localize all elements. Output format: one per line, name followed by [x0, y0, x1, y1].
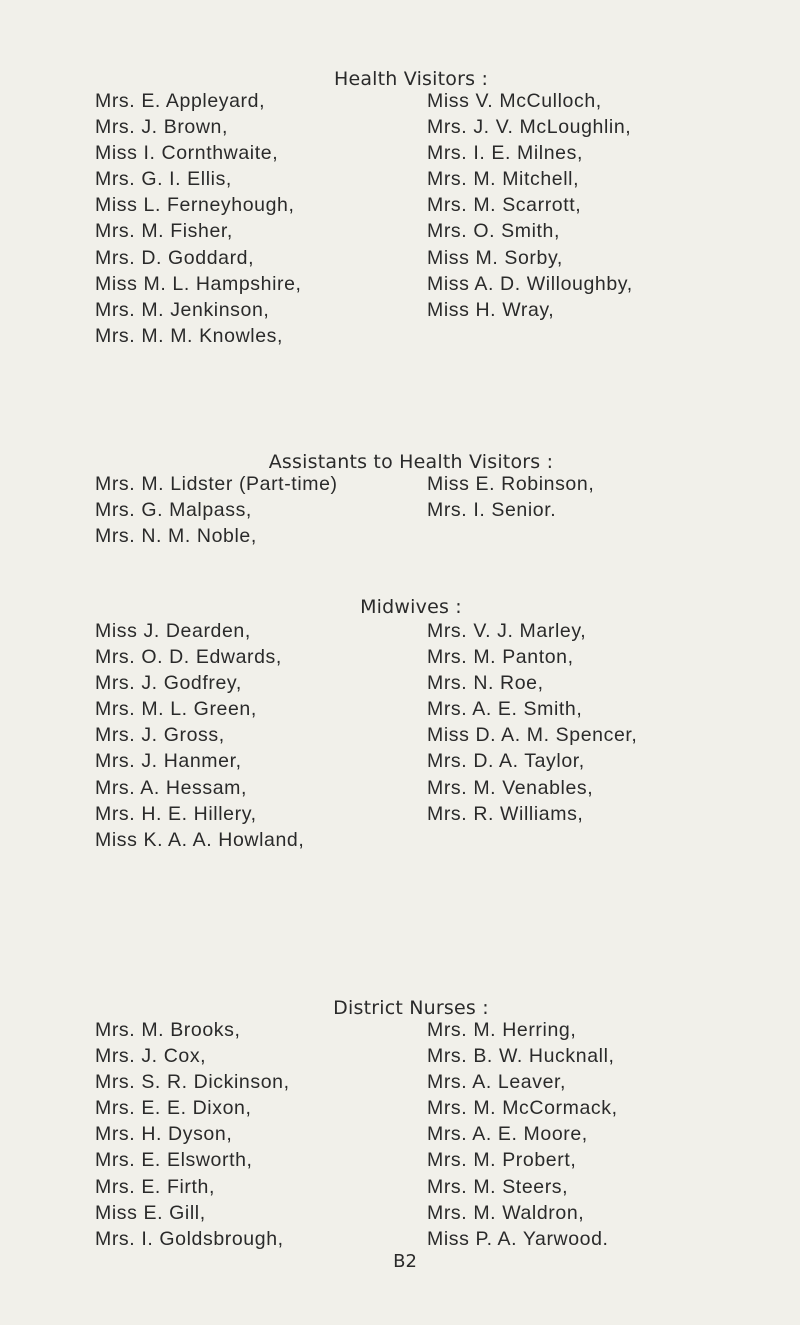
name-list-left — [95, 88, 302, 349]
staff-name: Mrs. I. Goldsbrough, — [95, 1227, 284, 1250]
section-heading: Assistants to Health Visitors : — [268, 451, 554, 473]
staff-name: Mrs. M. M. Knowles, — [95, 324, 284, 347]
staff-name: Mrs. G. Malpass, — [95, 499, 252, 522]
name-list-left — [95, 471, 338, 549]
staff-name: Mrs. J. Godfrey, — [95, 672, 242, 695]
staff-name: Mrs. M. Steers, — [427, 1175, 569, 1198]
staff-name: Mrs. M. Waldron, — [427, 1201, 585, 1224]
staff-name: Mrs. O. D. Edwards, — [95, 646, 282, 669]
staff-name: Mrs. D. A. Taylor, — [427, 750, 585, 773]
section-heading: District Nurses : — [333, 997, 489, 1019]
staff-name: Miss P. A. Yarwood. — [427, 1227, 609, 1250]
staff-name: Mrs. H. Dyson, — [95, 1123, 233, 1146]
staff-name: Mrs. J. Brown, — [95, 116, 228, 139]
staff-name: Mrs. J. Cox, — [95, 1045, 207, 1068]
staff-name: Mrs. S. R. Dickinson, — [95, 1071, 290, 1094]
staff-name: Mrs. G. I. Ellis, — [95, 168, 232, 191]
staff-name: Mrs. M. Herring, — [427, 1019, 577, 1041]
staff-name: Mrs. M. Venables, — [427, 776, 594, 799]
staff-name: Mrs. J. Hanmer, — [95, 750, 242, 773]
staff-name: Mrs. E. E. Dixon, — [95, 1097, 252, 1120]
staff-name: Mrs. A. Hessam, — [95, 776, 248, 799]
staff-name: Mrs. M. Mitchell, — [427, 168, 580, 191]
staff-name: Mrs. M. L. Green, — [95, 698, 257, 721]
section-heading: Midwives : — [360, 596, 462, 618]
staff-name: Mrs. N. M. Noble, — [95, 525, 257, 548]
staff-name: Miss M. L. Hampshire, — [95, 272, 302, 295]
staff-name: Mrs. E. Elsworth, — [95, 1149, 253, 1172]
staff-name: Mrs. M. Fisher, — [95, 220, 233, 243]
staff-name: Mrs. M. Lidster (Part-time) — [95, 473, 338, 495]
staff-name: Miss D. A. M. Spencer, — [427, 724, 638, 747]
staff-name: Miss J. Dearden, — [95, 620, 251, 642]
name-list-right — [427, 88, 633, 323]
staff-name: Mrs. A. E. Moore, — [427, 1123, 588, 1146]
section-heading: Health Visitors : — [333, 68, 489, 90]
name-list-left — [95, 1017, 290, 1252]
staff-name: Mrs. O. Smith, — [427, 220, 560, 243]
staff-name: Mrs. M. Jenkinson, — [95, 298, 270, 321]
staff-name: Mrs. I. Senior. — [427, 499, 557, 522]
staff-name: Mrs. I. E. Milnes, — [427, 142, 583, 165]
staff-name: Mrs. M. Panton, — [427, 646, 574, 669]
staff-name: Mrs. R. Williams, — [427, 802, 584, 825]
staff-name: Miss V. McCulloch, — [427, 90, 602, 112]
page-number: B2 — [393, 1251, 417, 1272]
staff-name: Mrs. B. W. Hucknall, — [427, 1045, 615, 1068]
staff-name: Miss L. Ferneyhough, — [95, 194, 295, 217]
staff-name: Mrs. M. Scarrott, — [427, 194, 582, 217]
staff-name: Miss E. Gill, — [95, 1201, 206, 1224]
staff-name: Mrs. D. Goddard, — [95, 246, 255, 269]
name-list-right — [427, 1017, 618, 1252]
staff-name: Mrs. E. Appleyard, — [95, 90, 266, 112]
name-list-right — [427, 618, 637, 827]
staff-name: Miss H. Wray, — [427, 298, 555, 321]
staff-name: Mrs. A. E. Smith, — [427, 698, 583, 721]
staff-name: Mrs. J. Gross, — [95, 724, 225, 747]
staff-name: Mrs. E. Firth, — [95, 1175, 215, 1198]
staff-name: Mrs. M. McCormack, — [427, 1097, 618, 1120]
staff-name: Miss A. D. Willoughby, — [427, 272, 633, 295]
staff-name: Miss M. Sorby, — [427, 246, 563, 269]
staff-name: Mrs. A. Leaver, — [427, 1071, 567, 1094]
staff-name: Mrs. M. Probert, — [427, 1149, 577, 1172]
staff-name: Miss E. Robinson, — [427, 473, 595, 495]
staff-name: Miss K. A. A. Howland, — [95, 828, 305, 851]
staff-name: Mrs. M. Brooks, — [95, 1019, 241, 1041]
name-list-left — [95, 618, 304, 853]
staff-name: Mrs. V. J. Marley, — [427, 620, 587, 642]
staff-name: Mrs. N. Roe, — [427, 672, 544, 695]
name-list-right — [427, 471, 594, 523]
staff-name: Miss I. Cornthwaite, — [95, 142, 279, 165]
staff-name: Mrs. H. E. Hillery, — [95, 802, 257, 825]
staff-name: Mrs. J. V. McLoughlin, — [427, 116, 632, 139]
